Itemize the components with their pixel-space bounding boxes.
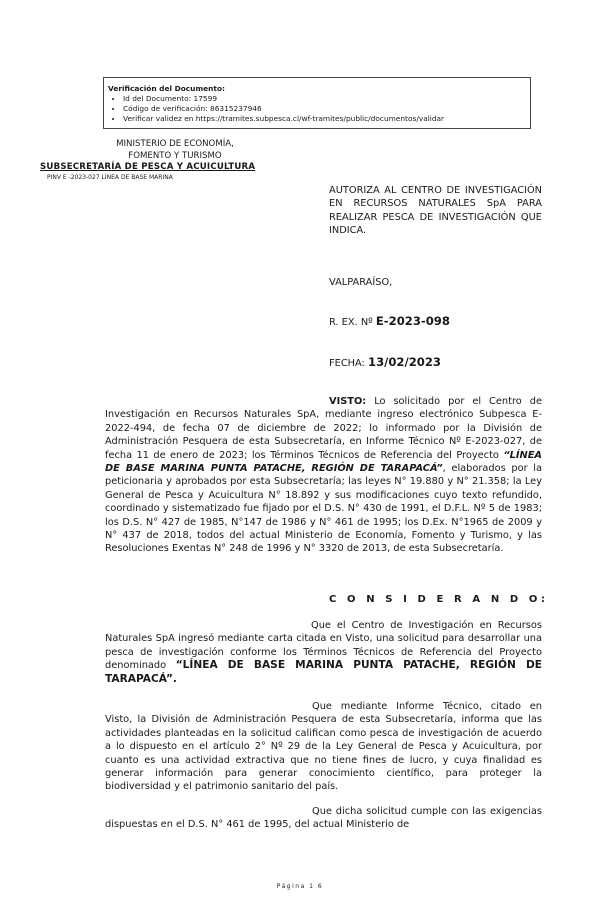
rex-label: R. EX. Nº: [329, 317, 373, 328]
considerando-p1-text: Que el Centro de Investigación en Recursos Naturales SpA ingresó mediante carta citada en Visto, una solicitud para desarrollar una pesca de investigación conforme los Términos Técnicos de Referencia del Proyecto denominado: [105, 620, 542, 672]
resolution-number: [329, 315, 542, 329]
subsecretaria-heading: SUBSECRETARÍA DE PESCA Y ACUICULTURA: [40, 162, 256, 172]
page-number: Página 1 6: [276, 883, 324, 890]
considerando-paragraph-2: [105, 700, 542, 794]
ministry-line-2: FOMENTO Y TURISMO: [128, 151, 222, 161]
considerando-p3-text: Que dicha solicitud cumple con las exigencias dispuestas en el D.S. N° 461 de 1995, del actual Ministerio de: [105, 806, 542, 831]
date-value: 13/02/2023: [368, 355, 442, 369]
considerando-p1-project: “LÍNEA DE BASE MARINA PUNTA PATACHE, REGIÓN DE TARAPACÁ”.: [105, 659, 542, 685]
considerando-paragraph-1: [105, 619, 542, 686]
resolution-subject: AUTORIZA AL CENTRO DE INVESTIGACIÓN EN RECURSOS NATURALES SpA PARA REALIZAR PESCA DE INVESTIGACIÓN QUE INDICA.: [329, 185, 542, 237]
verification-list: [108, 94, 530, 124]
document-reference: PINV E -2023-027 LÍNEA DE BASE MARINA: [47, 174, 173, 181]
verification-document-id: • Id del Documento: 17599: [123, 94, 530, 104]
verification-url: • Verificar validez en https://tramites.subpesca.cl/wf-tramites/public/documentos/validar: [123, 114, 530, 124]
visto-project: “LÍNEA DE BASE MARINA PUNTA PATACHE, REGIÓN DE TARAPACÁ”: [105, 449, 542, 475]
visto-text-a: Lo solicitado por el Centro de Investigación en Recursos Naturales SpA, mediante ingreso electrónico Subpesca E-2022-494, de fecha 07 de diciembre de 2022; lo informado por la División de Administración Pesquera de esta Subsecretaría, en Informe Técnico Nº E-2023-027, de fecha 11 de enero de 2023; los Términos Técnicos de Referencia del Proyecto: [105, 396, 542, 461]
considerando-heading: C O N S I D E R A N D O:: [329, 594, 549, 605]
verification-code: • Código de verificación: 86315237946: [123, 104, 530, 114]
resolution-city: VALPARAÍSO,: [329, 277, 393, 288]
verification-title: Verificación del Documento:: [108, 84, 225, 93]
verification-box: [103, 77, 531, 129]
visto-text-b: , elaborados por la peticionaria y aprobados por esta Subsecretaría; las leyes N° 19.880 y N° 21.358; la Ley General de Pesca y Acuicultura N° 18.892 y sus modificaciones cuyo texto refundido, coordinado y sistematizado fue fijado por el D.S. N° 430 de 1991, el D.F.L. Nº 5 de 1983; los D.S. N° 427 de 1985, N°147 de 1986 y N° 461 de 1995; los D.Ex. N°1965 de 2009 y N° 437 de 2018, todos del actual Ministerio de Economía, Fomento y Turismo, y las Resoluciones Exentas N° 248 de 1996 y N° 3320 de 2013, de esta Subsecretaría.: [105, 463, 542, 555]
ministry-line-1: MINISTERIO DE ECONOMÍA,: [116, 139, 234, 149]
resolution-date: [329, 356, 542, 370]
rex-number: E-2023-098: [375, 314, 450, 328]
considerando-paragraph-3: [105, 805, 542, 832]
visto-label: VISTO:: [329, 396, 367, 407]
ministry-heading: [75, 138, 275, 162]
date-label: FECHA:: [329, 358, 365, 369]
considerando-p2-text: Que mediante Informe Técnico, citado en Visto, la División de Administración Pesquera de esta Subsecretaría, informa que las actividades planteadas en la solicitud califican como pesca de investigación de acuerdo a lo dispuesto en el artículo 2° Nº 29 de la Ley General de Pesca y Acuicultura, por cuanto es una actividad extractiva que no tiene fines de lucro, y cuya finalidad es generar información para generar conocimiento científico, para proteger la biodiversidad y el patrimonio sanitario del país.: [105, 701, 542, 793]
visto-paragraph: [105, 395, 542, 556]
